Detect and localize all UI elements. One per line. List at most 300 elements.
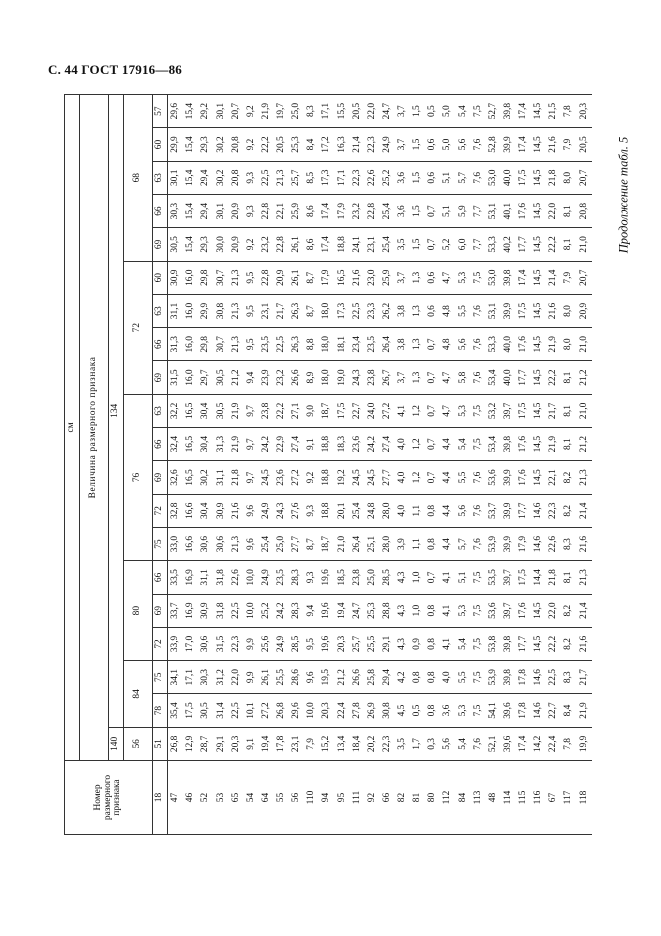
- value-cell: 20,2: [365, 727, 380, 760]
- value-cell: 39,7: [501, 561, 516, 594]
- value-cell: 21,6: [577, 527, 592, 560]
- value-cell: 26,1: [289, 261, 304, 294]
- value-cell: 27,4: [289, 428, 304, 461]
- value-cell: 26,4: [380, 328, 395, 361]
- value-cell: 16,5: [183, 461, 198, 494]
- table-row: [350, 94, 365, 834]
- value-cell: 17,6: [516, 328, 531, 361]
- value-cell: 17,1: [335, 161, 350, 194]
- value-cell: 7,7: [471, 194, 486, 227]
- value-cell: 20,5: [577, 128, 592, 161]
- value-cell: 14,6: [531, 694, 546, 727]
- value-cell: 9,3: [304, 561, 319, 594]
- value-cell: 8,6: [304, 194, 319, 227]
- value-cell: 14,5: [531, 294, 546, 327]
- value-cell: 8,4: [562, 694, 577, 727]
- value-cell: 22,5: [350, 294, 365, 327]
- value-cell: 18,7: [320, 527, 335, 560]
- h18-value-cell: 78: [153, 694, 168, 727]
- value-cell: 29,3: [199, 128, 214, 161]
- value-cell: 5,5: [456, 661, 471, 694]
- value-cell: 22,3: [365, 128, 380, 161]
- value-cell: 39,8: [501, 261, 516, 294]
- value-cell: 23,8: [365, 361, 380, 394]
- value-cell: 23,5: [259, 328, 274, 361]
- value-cell: 21,8: [546, 561, 561, 594]
- value-cell: 15,4: [183, 128, 198, 161]
- value-cell: 5,6: [456, 328, 471, 361]
- value-cell: 25,3: [365, 594, 380, 627]
- value-cell: 22,3: [229, 627, 244, 660]
- value-cell: 21,9: [259, 94, 274, 127]
- value-cell: 22,8: [259, 261, 274, 294]
- value-cell: 4,1: [441, 561, 456, 594]
- value-cell: 22,2: [274, 394, 289, 427]
- table-row: [395, 94, 410, 834]
- value-cell: 22,6: [365, 161, 380, 194]
- value-cell: 19,5: [320, 661, 335, 694]
- value-cell: 18,4: [350, 727, 365, 760]
- value-cell: 27,7: [289, 527, 304, 560]
- value-cell: 26,3: [289, 328, 304, 361]
- value-cell: 5,4: [456, 627, 471, 660]
- row-id-cell: 118: [577, 761, 592, 835]
- value-cell: 28,5: [289, 627, 304, 660]
- value-cell: 14,5: [531, 394, 546, 427]
- row-id-cell: 84: [456, 761, 471, 835]
- value-cell: 17,5: [516, 394, 531, 427]
- value-cell: 3,6: [395, 161, 410, 194]
- table-row: [214, 94, 229, 834]
- value-cell: 4,8: [441, 328, 456, 361]
- value-cell: 24,9: [274, 627, 289, 660]
- value-cell: 1,3: [410, 361, 425, 394]
- table-row: [274, 94, 289, 834]
- value-cell: 25,1: [365, 527, 380, 560]
- value-cell: 30,3: [199, 661, 214, 694]
- value-cell: 31,8: [214, 594, 229, 627]
- value-cell: 53,0: [486, 261, 501, 294]
- value-cell: 9,1: [244, 727, 259, 760]
- value-cell: 14,6: [531, 661, 546, 694]
- value-cell: 21,3: [274, 161, 289, 194]
- value-cell: 22,6: [229, 561, 244, 594]
- value-cell: 1,7: [410, 727, 425, 760]
- value-cell: 17,6: [516, 594, 531, 627]
- value-cell: 27,2: [289, 461, 304, 494]
- value-cell: 22,4: [335, 694, 350, 727]
- value-cell: 33,7: [168, 594, 184, 627]
- value-cell: 16,6: [183, 494, 198, 527]
- value-cell: 4,1: [441, 627, 456, 660]
- row-id-cell: 92: [365, 761, 380, 835]
- value-cell: 25,3: [289, 128, 304, 161]
- value-cell: 0,5: [410, 694, 425, 727]
- value-cell: 30,5: [214, 361, 229, 394]
- value-cell: 20,9: [229, 228, 244, 261]
- value-cell: 23,1: [365, 228, 380, 261]
- value-cell: 9,7: [244, 461, 259, 494]
- value-cell: 29,3: [199, 228, 214, 261]
- value-cell: 35,4: [168, 694, 184, 727]
- value-cell: 17,5: [335, 394, 350, 427]
- value-cell: 3,7: [395, 261, 410, 294]
- value-cell: 17,7: [516, 361, 531, 394]
- value-cell: 20,9: [577, 294, 592, 327]
- value-cell: 19,4: [259, 727, 274, 760]
- value-cell: 10,1: [244, 694, 259, 727]
- value-cell: 24,7: [380, 94, 395, 127]
- value-cell: 24,8: [365, 494, 380, 527]
- value-cell: 1,2: [410, 461, 425, 494]
- value-cell: 9,5: [244, 328, 259, 361]
- value-cell: 0,9: [410, 627, 425, 660]
- value-cell: 21,7: [274, 294, 289, 327]
- h18-value-cell: 60: [153, 261, 168, 294]
- value-cell: 1,0: [410, 594, 425, 627]
- value-cell: 20,3: [335, 627, 350, 660]
- value-cell: 30,8: [214, 294, 229, 327]
- value-cell: 18,0: [320, 294, 335, 327]
- value-cell: 17,9: [335, 194, 350, 227]
- table-row: [259, 94, 274, 834]
- row-id-cell: 53: [214, 761, 229, 835]
- value-cell: 25,5: [274, 661, 289, 694]
- value-cell: 8,1: [562, 361, 577, 394]
- value-cell: 5,3: [456, 594, 471, 627]
- h18-value-cell: 69: [153, 361, 168, 394]
- row-id-cell: 47: [168, 761, 184, 835]
- value-cell: 14,5: [531, 594, 546, 627]
- value-cell: 23,4: [350, 328, 365, 361]
- value-cell: 40,0: [501, 161, 516, 194]
- value-cell: 29,6: [168, 94, 184, 127]
- h18-value-cell: 51: [153, 727, 168, 760]
- value-cell: 4,4: [441, 461, 456, 494]
- value-cell: 22,1: [546, 461, 561, 494]
- value-cell: 29,9: [168, 128, 184, 161]
- value-cell: 39,6: [501, 727, 516, 760]
- h18-value-cell: 69: [153, 461, 168, 494]
- value-cell: 24,9: [259, 494, 274, 527]
- value-cell: 8,3: [304, 94, 319, 127]
- value-cell: 39,8: [501, 428, 516, 461]
- value-cell: 26,1: [289, 228, 304, 261]
- row-id-cell: 117: [562, 761, 577, 835]
- value-cell: 23,6: [274, 461, 289, 494]
- value-cell: 17,8: [274, 727, 289, 760]
- row-number-label: Номер размерного признака: [65, 761, 153, 835]
- value-cell: 25,4: [380, 228, 395, 261]
- value-cell: 53,6: [486, 461, 501, 494]
- value-cell: 31,1: [168, 294, 184, 327]
- value-cell: 23,1: [259, 294, 274, 327]
- value-cell: 4,8: [441, 294, 456, 327]
- value-cell: 33,9: [168, 627, 184, 660]
- value-cell: 23,5: [274, 561, 289, 594]
- value-cell: 15,4: [183, 94, 198, 127]
- value-cell: 29,1: [214, 727, 229, 760]
- value-cell: 14,6: [531, 527, 546, 560]
- table-row: [335, 94, 350, 834]
- value-cell: 21,4: [577, 594, 592, 627]
- value-cell: 5,4: [456, 428, 471, 461]
- value-cell: 21,9: [229, 428, 244, 461]
- row-id-cell: 114: [501, 761, 516, 835]
- value-cell: 4,7: [441, 394, 456, 427]
- value-cell: 28,6: [289, 661, 304, 694]
- value-cell: 26,8: [274, 694, 289, 727]
- value-cell: 39,9: [501, 128, 516, 161]
- h1-value-134: 134: [109, 94, 124, 727]
- value-cell: 21,3: [229, 294, 244, 327]
- value-cell: 31,1: [199, 561, 214, 594]
- value-cell: 22,8: [259, 194, 274, 227]
- value-cell: 32,6: [168, 461, 184, 494]
- value-cell: 31,3: [214, 428, 229, 461]
- value-cell: 14,5: [531, 461, 546, 494]
- value-cell: 14,5: [531, 194, 546, 227]
- value-cell: 17,5: [183, 694, 198, 727]
- value-cell: 9,5: [244, 294, 259, 327]
- value-cell: 23,1: [289, 727, 304, 760]
- value-cell: 3,6: [441, 694, 456, 727]
- value-cell: 21,0: [577, 394, 592, 427]
- value-cell: 24,7: [350, 594, 365, 627]
- value-cell: 8,1: [562, 561, 577, 594]
- value-cell: 7,9: [562, 261, 577, 294]
- value-cell: 21,9: [577, 694, 592, 727]
- value-cell: 21,5: [546, 94, 561, 127]
- row-id-cell: 95: [335, 761, 350, 835]
- value-cell: 39,8: [501, 94, 516, 127]
- value-cell: 26,4: [350, 527, 365, 560]
- value-cell: 15,4: [183, 161, 198, 194]
- h18-value-cell: 69: [153, 594, 168, 627]
- value-cell: 14,5: [531, 161, 546, 194]
- value-cell: 24,1: [350, 228, 365, 261]
- value-cell: 30,4: [199, 428, 214, 461]
- value-cell: 5,3: [456, 694, 471, 727]
- value-cell: 7,7: [471, 228, 486, 261]
- value-cell: 7,5: [471, 594, 486, 627]
- h16-value-76: 76: [124, 394, 153, 560]
- value-cell: 19,9: [577, 727, 592, 760]
- value-cell: 17,4: [516, 261, 531, 294]
- value-cell: 14,5: [531, 228, 546, 261]
- value-cell: 25,0: [365, 561, 380, 594]
- value-cell: 24,2: [259, 428, 274, 461]
- value-cell: 8,7: [304, 294, 319, 327]
- value-cell: 25,0: [274, 527, 289, 560]
- value-cell: 9,4: [304, 594, 319, 627]
- value-cell: 17,4: [320, 228, 335, 261]
- value-cell: 52,8: [486, 128, 501, 161]
- row-id-cell: 116: [531, 761, 546, 835]
- table-row: [365, 94, 380, 834]
- h18-value-cell: 57: [153, 94, 168, 127]
- value-cell: 53,5: [486, 561, 501, 594]
- units-label: см: [65, 94, 80, 760]
- value-cell: 9,9: [244, 661, 259, 694]
- value-cell: 23,2: [274, 361, 289, 394]
- value-cell: 8,4: [304, 128, 319, 161]
- value-cell: 17,9: [320, 261, 335, 294]
- value-cell: 17,7: [516, 627, 531, 660]
- value-cell: 9,2: [304, 461, 319, 494]
- value-cell: 0,7: [425, 428, 440, 461]
- value-cell: 17,6: [516, 194, 531, 227]
- value-cell: 8,8: [304, 328, 319, 361]
- value-cell: 9,7: [244, 394, 259, 427]
- value-cell: 9,6: [304, 661, 319, 694]
- value-cell: 8,2: [562, 494, 577, 527]
- row-id-cell: 64: [259, 761, 274, 835]
- value-cell: 3,7: [395, 94, 410, 127]
- value-cell: 53,3: [486, 328, 501, 361]
- value-cell: 4,4: [441, 494, 456, 527]
- value-cell: 31,8: [214, 561, 229, 594]
- value-cell: 9,5: [304, 627, 319, 660]
- value-cell: 39,7: [501, 594, 516, 627]
- value-cell: 39,7: [501, 394, 516, 427]
- value-cell: 40,2: [501, 228, 516, 261]
- value-cell: 22,8: [274, 228, 289, 261]
- value-cell: 39,8: [501, 661, 516, 694]
- value-cell: 5,1: [441, 194, 456, 227]
- row-id-cell: 52: [199, 761, 214, 835]
- value-cell: 25,5: [365, 627, 380, 660]
- value-cell: 17,4: [516, 727, 531, 760]
- value-cell: 30,6: [199, 627, 214, 660]
- table-header: [65, 94, 168, 834]
- value-cell: 25,4: [380, 194, 395, 227]
- value-cell: 27,1: [289, 394, 304, 427]
- value-cell: 32,4: [168, 428, 184, 461]
- value-cell: 1,5: [410, 94, 425, 127]
- value-cell: 28,8: [380, 594, 395, 627]
- value-cell: 21,4: [350, 128, 365, 161]
- value-cell: 17,3: [335, 294, 350, 327]
- value-cell: 7,9: [562, 128, 577, 161]
- value-cell: 8,0: [562, 328, 577, 361]
- value-cell: 30,1: [168, 161, 184, 194]
- value-cell: 21,3: [229, 328, 244, 361]
- value-cell: 9,3: [244, 194, 259, 227]
- value-cell: 30,1: [214, 194, 229, 227]
- value-cell: 8,1: [562, 394, 577, 427]
- value-cell: 1,5: [410, 161, 425, 194]
- h1-value-140: 140: [109, 727, 124, 760]
- value-cell: 20,8: [577, 194, 592, 227]
- value-cell: 22,6: [546, 527, 561, 560]
- value-cell: 20,3: [229, 727, 244, 760]
- value-cell: 29,1: [380, 627, 395, 660]
- value-cell: 28,0: [380, 494, 395, 527]
- value-cell: 21,3: [577, 561, 592, 594]
- value-cell: 30,2: [199, 461, 214, 494]
- value-cell: 30,1: [214, 94, 229, 127]
- value-cell: 1,2: [410, 394, 425, 427]
- value-cell: 26,1: [259, 661, 274, 694]
- value-cell: 1,1: [410, 527, 425, 560]
- value-cell: 29,2: [199, 94, 214, 127]
- value-cell: 22,3: [380, 727, 395, 760]
- value-cell: 19,4: [335, 594, 350, 627]
- value-cell: 18,3: [335, 428, 350, 461]
- table-row: [501, 94, 516, 834]
- value-cell: 7,6: [471, 494, 486, 527]
- value-cell: 5,6: [441, 727, 456, 760]
- value-cell: 0,7: [425, 228, 440, 261]
- h18-value-cell: 60: [153, 128, 168, 161]
- value-cell: 21,0: [335, 527, 350, 560]
- value-cell: 24,5: [350, 461, 365, 494]
- value-cell: 19,6: [320, 594, 335, 627]
- value-cell: 21,8: [229, 461, 244, 494]
- value-cell: 21,4: [577, 494, 592, 527]
- table-continuation-caption: Продолжение табл. 5: [616, 136, 631, 254]
- value-cell: 39,9: [501, 527, 516, 560]
- value-cell: 31,5: [214, 627, 229, 660]
- value-cell: 0,8: [425, 594, 440, 627]
- value-cell: 40,1: [501, 194, 516, 227]
- value-cell: 21,3: [229, 527, 244, 560]
- value-cell: 30,2: [214, 128, 229, 161]
- value-cell: 32,2: [168, 394, 184, 427]
- row-id-cell: 55: [274, 761, 289, 835]
- value-cell: 30,7: [214, 328, 229, 361]
- value-cell: 34,1: [168, 661, 184, 694]
- table-row: [456, 94, 471, 834]
- value-cell: 18,8: [320, 428, 335, 461]
- row-id-cell: 112: [441, 761, 456, 835]
- value-cell: 21,6: [577, 627, 592, 660]
- table-row: [425, 94, 440, 834]
- value-cell: 16,9: [183, 594, 198, 627]
- value-cell: 10,0: [304, 694, 319, 727]
- value-cell: 27,2: [380, 394, 395, 427]
- value-cell: 9,9: [244, 627, 259, 660]
- value-cell: 21,0: [577, 228, 592, 261]
- value-cell: 23,5: [365, 328, 380, 361]
- value-cell: 19,7: [274, 94, 289, 127]
- value-cell: 0,7: [425, 361, 440, 394]
- value-cell: 7,6: [471, 361, 486, 394]
- value-cell: 9,1: [304, 428, 319, 461]
- h18-value-cell: 66: [153, 561, 168, 594]
- value-cell: 9,3: [304, 494, 319, 527]
- value-cell: 30,9: [214, 494, 229, 527]
- value-cell: 9,4: [244, 361, 259, 394]
- value-cell: 30,0: [214, 228, 229, 261]
- value-cell: 30,9: [199, 594, 214, 627]
- table-row: [183, 94, 198, 834]
- value-cell: 9,6: [244, 494, 259, 527]
- value-cell: 39,8: [501, 627, 516, 660]
- value-cell: 17,0: [183, 627, 198, 660]
- value-cell: 21,6: [229, 494, 244, 527]
- value-cell: 7,9: [304, 727, 319, 760]
- table-row: [577, 94, 592, 834]
- value-cell: 0,7: [425, 194, 440, 227]
- value-cell: 9,5: [244, 261, 259, 294]
- value-cell: 21,3: [229, 261, 244, 294]
- value-cell: 7,8: [562, 727, 577, 760]
- value-cell: 28,3: [289, 561, 304, 594]
- value-cell: 5,1: [441, 161, 456, 194]
- value-cell: 0,8: [410, 661, 425, 694]
